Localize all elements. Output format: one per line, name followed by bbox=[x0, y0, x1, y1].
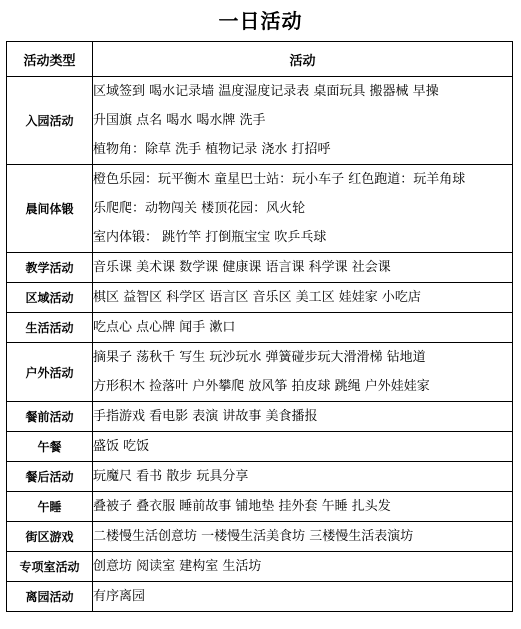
activity-type-cell: 教学活动 bbox=[7, 253, 93, 283]
table-row bbox=[7, 165, 513, 253]
activity-items-cell bbox=[93, 402, 513, 432]
activity-items-line: 盛饭 吃饭 bbox=[93, 439, 150, 454]
table-row bbox=[7, 462, 513, 492]
activity-items-line: 吃点心 点心牌 闻手 漱口 bbox=[93, 320, 236, 335]
activity-items-line: 乐爬爬：动物闯关 楼顶花园：风火轮 bbox=[93, 201, 306, 216]
activity-type-cell: 专项室活动 bbox=[7, 552, 93, 582]
table-body bbox=[7, 77, 513, 612]
activity-items-cell bbox=[93, 77, 513, 165]
table-row bbox=[7, 253, 513, 283]
activity-items-line: 棋区 益智区 科学区 语言区 音乐区 美工区 娃娃家 小吃店 bbox=[93, 290, 421, 305]
activity-type-cell: 街区游戏 bbox=[7, 522, 93, 552]
activity-type-cell: 入园活动 bbox=[7, 77, 93, 165]
activity-items-line: 创意坊 阅读室 建构室 生活坊 bbox=[93, 559, 262, 574]
header-activity-type: 活动类型 bbox=[7, 42, 93, 77]
table-row bbox=[7, 313, 513, 343]
activity-items-line: 二楼慢生活创意坊 一楼慢生活美食坊 三楼慢生活表演坊 bbox=[93, 529, 414, 544]
activity-items-cell bbox=[93, 462, 513, 492]
activity-items-line: 橙色乐园：玩平衡木 童星巴士站：玩小车子 红色跑道：玩羊角球 bbox=[93, 172, 466, 187]
activity-type-cell: 午餐 bbox=[7, 432, 93, 462]
activity-items-cell bbox=[93, 165, 513, 253]
table-row bbox=[7, 402, 513, 432]
activity-items-cell bbox=[93, 492, 513, 522]
activity-type-cell: 生活活动 bbox=[7, 313, 93, 343]
activity-items-cell bbox=[93, 582, 513, 612]
table-row bbox=[7, 343, 513, 402]
activity-items-cell bbox=[93, 432, 513, 462]
activity-items-line: 玩魔尺 看书 散步 玩具分享 bbox=[93, 469, 249, 484]
activity-items-line: 室内体锻： 跳竹竿 打倒瓶宝宝 吹乒乓球 bbox=[93, 230, 327, 245]
table-row bbox=[7, 552, 513, 582]
table-row bbox=[7, 492, 513, 522]
activity-type-cell: 午睡 bbox=[7, 492, 93, 522]
table-row bbox=[7, 582, 513, 612]
activity-type-cell: 餐前活动 bbox=[7, 402, 93, 432]
activity-items-cell bbox=[93, 522, 513, 552]
activity-items-cell bbox=[93, 253, 513, 283]
activity-items-cell bbox=[93, 313, 513, 343]
header-activity: 活动 bbox=[93, 42, 513, 77]
activity-table bbox=[6, 41, 513, 612]
activity-type-cell: 离园活动 bbox=[7, 582, 93, 612]
table-row bbox=[7, 522, 513, 552]
activity-items-line: 有序离园 bbox=[93, 589, 146, 604]
table-row bbox=[7, 77, 513, 165]
table-row bbox=[7, 432, 513, 462]
activity-items-line: 手指游戏 看电影 表演 讲故事 美食播报 bbox=[93, 409, 318, 424]
activity-type-cell: 区域活动 bbox=[7, 283, 93, 313]
table-header-row bbox=[7, 42, 513, 77]
activity-items-line: 摘果子 荡秋千 写生 玩沙玩水 弹簧碰步玩大滑滑梯 钻地道 bbox=[93, 350, 426, 365]
activity-type-cell: 晨间体锻 bbox=[7, 165, 93, 253]
activity-items-cell bbox=[93, 343, 513, 402]
activity-items-line: 叠被子 叠衣服 睡前故事 铺地垫 挂外套 午睡 扎头发 bbox=[93, 499, 391, 514]
document-title: 一日活动 bbox=[218, 9, 303, 33]
activity-items-cell bbox=[93, 283, 513, 313]
activity-items-line: 升国旗 点名 喝水 喝水牌 洗手 bbox=[93, 113, 266, 128]
table-row bbox=[7, 283, 513, 313]
activity-type-cell: 餐后活动 bbox=[7, 462, 93, 492]
activity-items-line: 植物角：除草 洗手 植物记录 浇水 打招呼 bbox=[93, 142, 331, 157]
activity-items-line: 区域签到 喝水记录墙 温度湿度记录表 桌面玩具 搬器械 早操 bbox=[93, 84, 439, 99]
activity-items-line: 方形积木 捡落叶 户外攀爬 放风筝 拍皮球 跳绳 户外娃娃家 bbox=[93, 379, 430, 394]
activity-items-line: 音乐课 美术课 数学课 健康课 语言课 科学课 社会课 bbox=[93, 260, 391, 275]
activity-type-cell: 户外活动 bbox=[7, 343, 93, 402]
activity-items-cell bbox=[93, 552, 513, 582]
